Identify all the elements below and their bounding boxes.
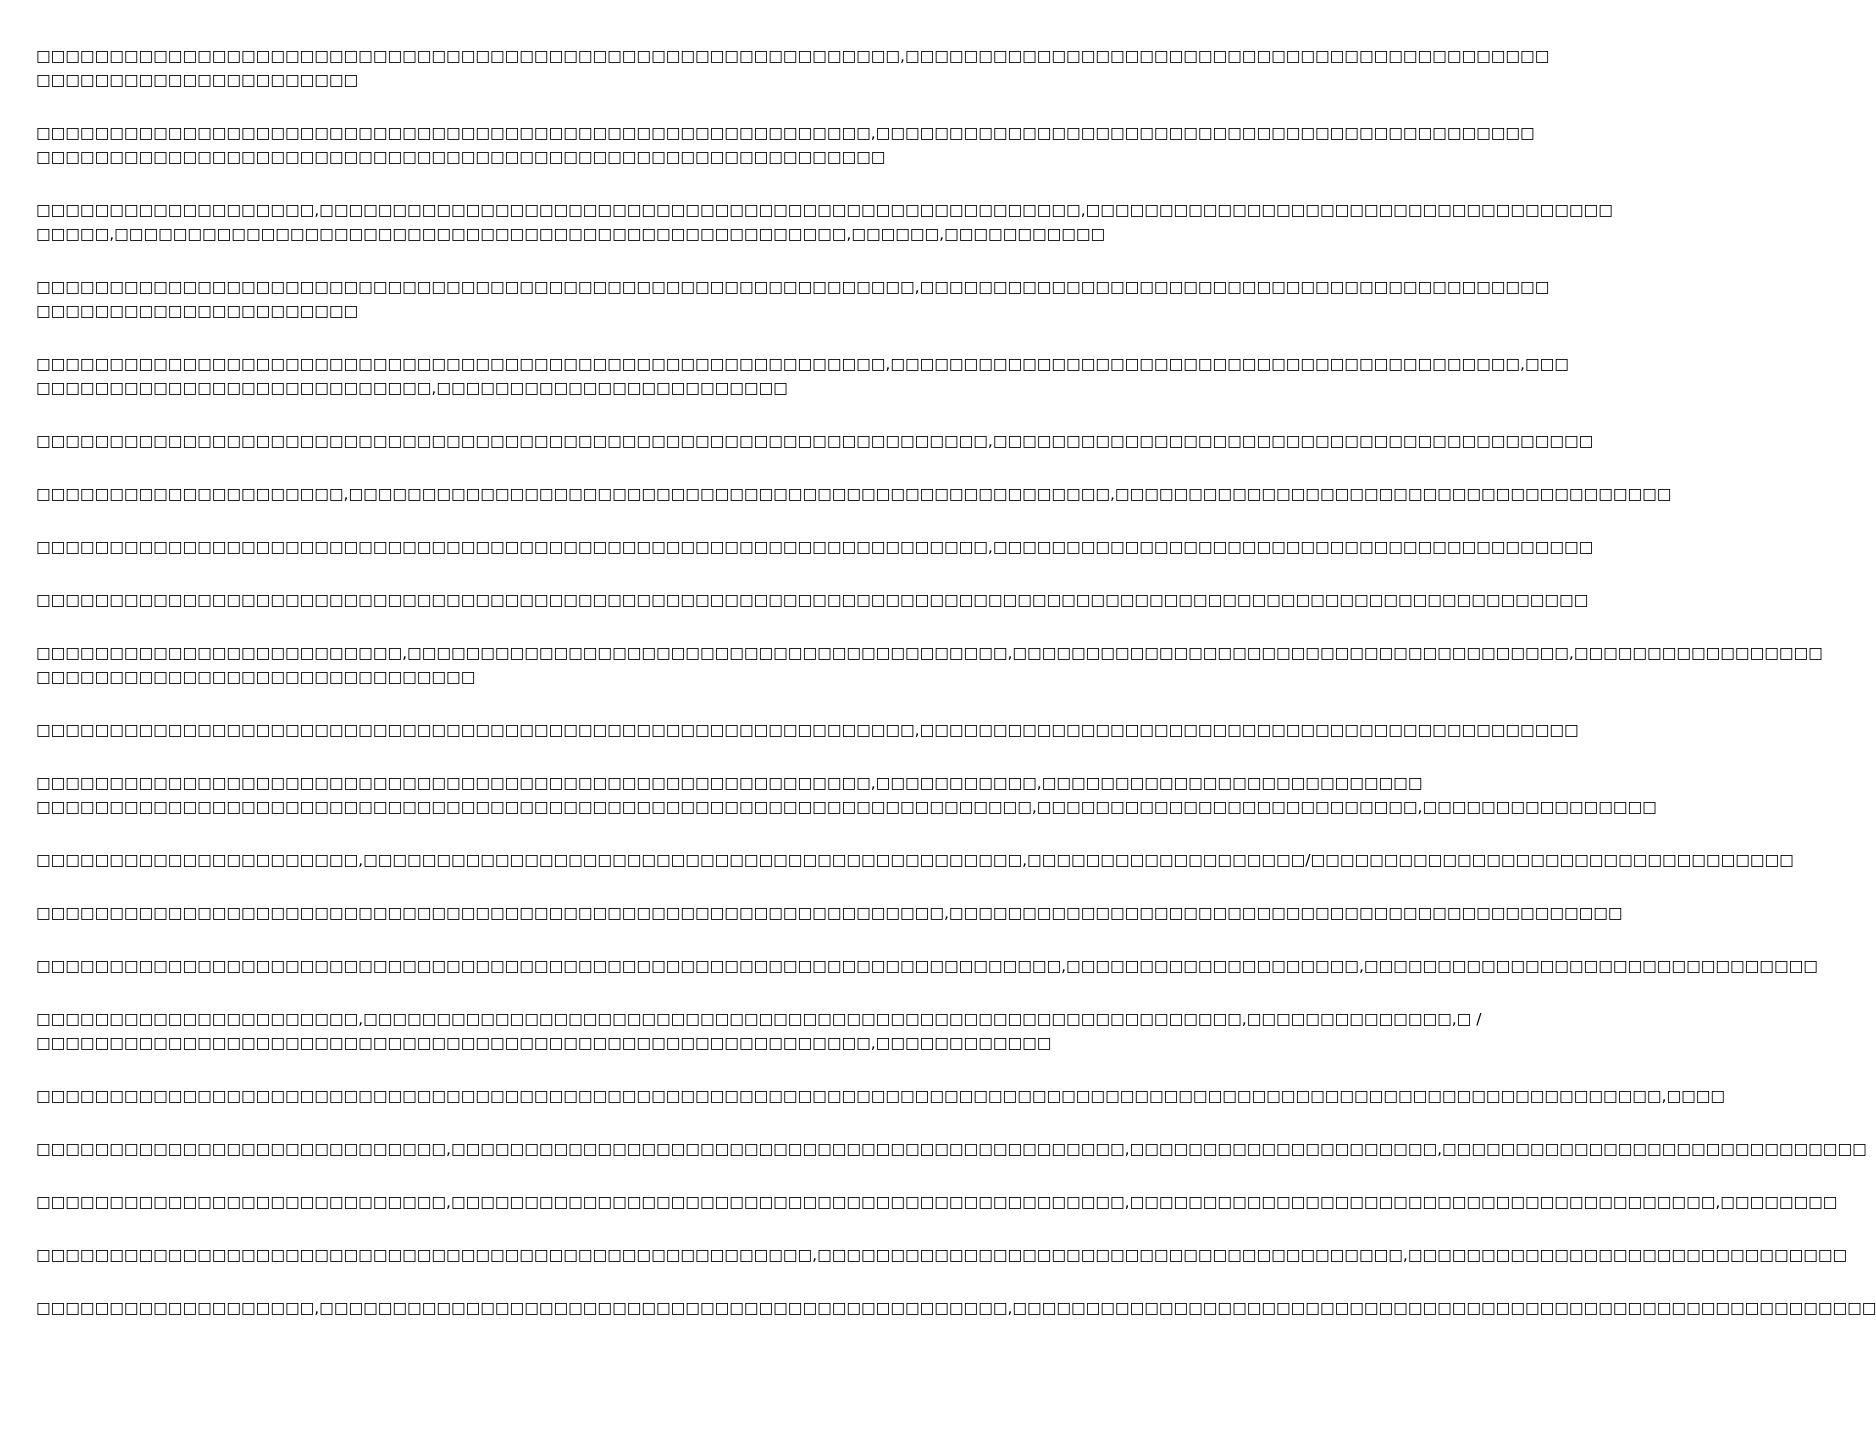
paragraph-line: □□□□□□□□□□□□□□□□□□□□□□□□□□□□□□□□□□□□□□□□□□□□□□□□□□□□□□□□□□□□□□□□□,□□□□□□□□□□□□□□□□□□□□□□□□□□□□□□□□□□□□□□□□□ xyxy=(36,432,1594,450)
paragraph xyxy=(36,588,1589,612)
paragraph-line: □□□□□□□□□□□□□□□□□□□□□□□□□□□,□□□□□□□□□□□□□□□□□□□□□□□□ xyxy=(36,379,788,397)
paragraph-line: □□□□□□□□□□□□□□□□□□□□□□□□□□□□□□□□□□□□□□□□□□□□□□□□□□□□□□□□□□□□□□□□□,□□□□□□□□□□□□□□□□□□□□□□□□□□□□□□□□□□□□□□□□□ xyxy=(36,538,1594,556)
paragraph-line: □□□□□□□□□□□□□□□□□□□□□□□□□□□□□□□□□□□□□□□□□□□□□□□□□□□□□□□□□□□□,□□□□□□□□□□□□□□□□□□□□□□□□□□□□□□□□□□□□□□□□□□□□□ xyxy=(36,721,1579,739)
paragraph xyxy=(36,198,1613,246)
paragraph-line: □□□□□□□□□□□□□□□□□□□□□□□□□□□□□□□□□□□□□□□□□□□□□□□□□□□□□□□□□□□□□□,□□□□□□□□□□□□□□□□□□□□□□□□□□□□□□□□□□□□□□□□□□□□□□ xyxy=(36,904,1623,922)
paragraph-line: □□□□□□□□□□□□□□□□□□□□□,□□□□□□□□□□□□□□□□□□□□□□□□□□□□□□□□□□□□□□□□□□□□□□□□□□□□,□□□□□□□□□□□□□□□□□□□□□□□□□□□□□□□□□□□□□□ xyxy=(36,485,1672,503)
paragraph-line: □□□□□□□□□□□□□□□□□□□□□□□□□□□□□□□□□□□□□□□□□□□□□□□□□□□□□□□□□□ xyxy=(36,148,886,166)
paragraph-line: □□□□□□□□□□□□□□□□□□□□□□□□□□□□□□□□□□□□□□□□□□□□□□□□□□□□□□□□□□□,□□□□□□□□□□□□□□□□□□□□□□□□□□□□□□□□□□□□□□□□□□□□ xyxy=(36,47,1550,65)
paragraph xyxy=(36,848,1794,872)
paragraph-line: □□□□□□□□□□□□□□□□□□□□□□□□□□□□□□□□□□□□□□□□□□□□□□□□□□□□□□□□□□□□□□□□□□□□□□,□□□□□□□□□□□□□□□□□□□□,□□□□□□□□□□□□□□□□□□□□□□□□□□□□□□□ xyxy=(36,957,1818,975)
paragraph-line: □□□□□□□□□□□□□□□□□□□□□□ xyxy=(36,71,359,89)
paragraph-line: □□□□□□□□□□□□□□□□□□□□□□□□□□□□□□□□□□□□□□□□□□□□□□□□□□□□□□□□□□□□□□□□□□□□,□□□□□□□□□□□□□□□□□□□□□□□□□□,□□□□□□□□□□□□□□□□ xyxy=(36,798,1657,816)
paragraph xyxy=(36,641,1823,689)
paragraph xyxy=(36,1243,1848,1267)
paragraph xyxy=(36,1137,1867,1161)
paragraph-line: □□□□□□□□□□□□□□□□□□□□□□□□□,□□□□□□□□□□□□□□□□□□□□□□□□□□□□□□□□□□□□□□□□□,□□□□□□□□□□□□□□□□□□□□□□□□□□□□□□□□□□□□□□,□□□□□□□□□□□□□□□□□ xyxy=(36,644,1823,662)
paragraph xyxy=(36,482,1672,506)
paragraph xyxy=(36,901,1623,925)
paragraph xyxy=(36,535,1594,559)
paragraph-line: □□□□□□□□□□□□□□□□□□□□□□□□□□□□□□ xyxy=(36,668,476,686)
paragraph xyxy=(36,275,1550,323)
paragraph-line: □□□□□,□□□□□□□□□□□□□□□□□□□□□□□□□□□□□□□□□□□□□□□□□□□□□□□□□□,□□□□□□,□□□□□□□□□□□ xyxy=(36,225,1106,243)
paragraph xyxy=(36,1007,1482,1055)
paragraph xyxy=(36,121,1535,169)
paragraph-line: □□□□□□□□□□□□□□□□□□□□□□□□□□□□□□□□□□□□□□□□□□□□□□□□□□□□□□□□□,□□□□□□□□□□□,□□□□□□□□□□□□□□□□□□□□□□□□□□ xyxy=(36,774,1423,792)
paragraph-line: □□□□□□□□□□□□□□□□□□□□□□□□□□□□□□□□□□□□□□□□□□□□□□□□□□□□□□□□□,□□□□□□□□□□□□□□□□□□□□□□□□□□□□□□□□□□□□□□□□□□□□□ xyxy=(36,124,1535,142)
paragraph-line: □□□□□□□□□□□□□□□□□□□□□□□□□□□□,□□□□□□□□□□□□□□□□□□□□□□□□□□□□□□□□□□□□□□□□□□□□□□,□□□□□□□□□□□□□□□□□□□□□□□□□□□□□□□□□□□□□□□□,□□□□□□□□ xyxy=(36,1193,1838,1211)
paragraph-line: □□□□□□□□□□□□□□□□□□□□□□□□□□□□□□□□□□□□□□□□□□□□□□□□□□□□□□□□□□,□□□□□□□□□□□□□□□□□□□□□□□□□□□□□□□□□□□□□□□□□□□,□□□ xyxy=(36,355,1569,373)
paragraph xyxy=(36,954,1818,978)
paragraph-line: □□□□□□□□□□□□□□□□□□□□□□ xyxy=(36,302,359,320)
paragraph xyxy=(36,1084,1726,1108)
paragraph-line: □□□□□□□□□□□□□□□□□□□,□□□□□□□□□□□□□□□□□□□□□□□□□□□□□□□□□□□□□□□□□□□□□□□,□□□□□□□□□□□□□□□□□□□□□□□□□□□□□□□□□□□□□□□□□□□□□□□□□□□□□□□□□□□ xyxy=(36,1299,1876,1317)
paragraph-line: □□□□□□□□□□□□□□□□□□□□□□□□□□□□□□□□□□□□□□□□□□□□□□□□□□□□□□□□□□□□□□□□□□□□□□□□□□□□□□□□□□□□□□□□□□□□□□□□□□□□□□□□□□□□□□□,□□□□ xyxy=(36,1087,1726,1105)
paragraph xyxy=(36,429,1594,453)
paragraph xyxy=(36,771,1657,819)
paragraph-line: □□□□□□□□□□□□□□□□□□□□□□□□□□□□,□□□□□□□□□□□□□□□□□□□□□□□□□□□□□□□□□□□□□□□□□□□□□□,□□□□□□□□□□□□□□□□□□□□□,□□□□□□□□□□□□□□□□□□□□□□□□□□□□□ xyxy=(36,1140,1867,1158)
paragraph xyxy=(36,44,1550,92)
paragraph xyxy=(36,1190,1838,1214)
paragraph-line: □□□□□□□□□□□□□□□□□□□,□□□□□□□□□□□□□□□□□□□□□□□□□□□□□□□□□□□□□□□□□□□□□□□□□□□□,□□□□□□□□□□□□□□□□□□□□□□□□□□□□□□□□□□□□ xyxy=(36,201,1613,219)
paragraph-line: □□□□□□□□□□□□□□□□□□□□□□□□□□□□□□□□□□□□□□□□□□□□□□□□□□□□□□□□□□□□□□□□□□□□□□□□□□□□□□□□□□□□□□□□□□□□□□□□□□□□□□□□□□ xyxy=(36,591,1589,609)
paragraph-line: □□□□□□□□□□□□□□□□□□□□□□□□□□□□□□□□□□□□□□□□□□□□□□□□□□□□□□□□□,□□□□□□□□□□□□ xyxy=(36,1034,1052,1052)
paragraph xyxy=(36,718,1579,742)
paragraph-line: □□□□□□□□□□□□□□□□□□□□□□□□□□□□□□□□□□□□□□□□□□□□□□□□□□□□□□□□□□□□,□□□□□□□□□□□□□□□□□□□□□□□□□□□□□□□□□□□□□□□□□□□ xyxy=(36,278,1550,296)
document-page xyxy=(36,44,1876,1349)
paragraph-line: □□□□□□□□□□□□□□□□□□□□□□,□□□□□□□□□□□□□□□□□□□□□□□□□□□□□□□□□□□□□□□□□□□□□□□□□□□□□□□□□□□□,□□□□□□□□□□□□□□,□ / xyxy=(36,1010,1482,1028)
paragraph-line: □□□□□□□□□□□□□□□□□□□□□□,□□□□□□□□□□□□□□□□□□□□□□□□□□□□□□□□□□□□□□□□□□□□□,□□□□□□□□□□□□□□□□□□□/□□□□□□□□□□□□□□□□□□□□□□□□□□□□□□□□□ xyxy=(36,851,1794,869)
paragraph xyxy=(36,1296,1876,1320)
paragraph xyxy=(36,352,1569,400)
paragraph-line: □□□□□□□□□□□□□□□□□□□□□□□□□□□□□□□□□□□□□□□□□□□□□□□□□□□□□,□□□□□□□□□□□□□□□□□□□□□□□□□□□□□□□□□□□□□□□□,□□□□□□□□□□□□□□□□□□□□□□□□□□□□□□ xyxy=(36,1246,1848,1264)
